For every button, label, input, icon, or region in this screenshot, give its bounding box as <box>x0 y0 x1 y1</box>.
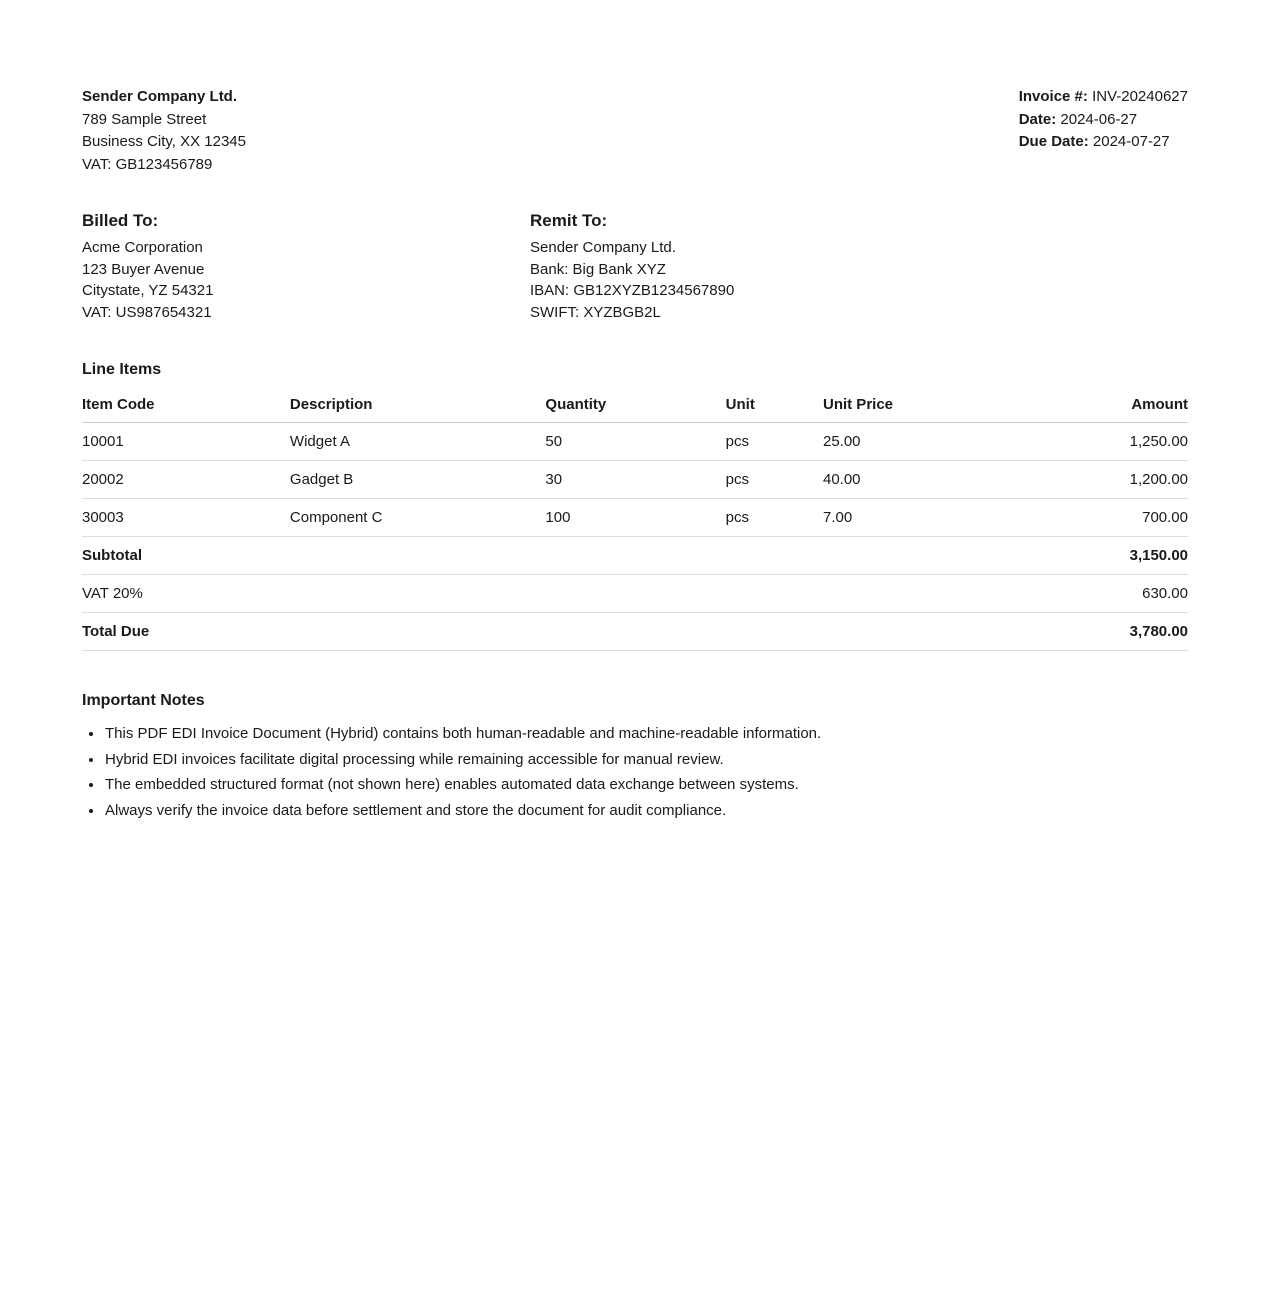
invoice-date-value: 2024-06-27 <box>1060 110 1138 128</box>
remit-to-swift: SWIFT: XYZBGB2L <box>530 303 661 321</box>
note-item: Always verify the invoice data before settlement and store the document for audit compliance. <box>82 798 1188 824</box>
billed-to-address-line1: 123 Buyer Avenue <box>82 260 205 278</box>
table-row <box>82 499 1188 537</box>
line-items-section <box>82 359 1188 651</box>
vat-row <box>82 575 1188 613</box>
cell-amount: 700.00 <box>1003 499 1188 537</box>
billed-to-block <box>82 209 530 323</box>
line-items-heading: Line Items <box>82 361 162 378</box>
invoice-date-line <box>1019 109 1188 132</box>
cell-item-code: 10001 <box>82 423 290 461</box>
invoice-date-label: Date: <box>1018 110 1057 128</box>
invoice-number-line <box>1019 86 1188 109</box>
remit-to-bank: Bank: Big Bank XYZ <box>530 260 666 278</box>
invoice-meta-block <box>1019 86 1188 154</box>
cell-description: Widget A <box>290 423 545 461</box>
notes-list <box>82 721 1188 823</box>
remit-to-iban: IBAN: GB12XYZB1234567890 <box>530 282 735 299</box>
vat-label: VAT 20% <box>82 575 1003 613</box>
column-header-unit-price: Unit Price <box>823 396 1003 423</box>
cell-unit: pcs <box>726 423 823 461</box>
cell-description: Component C <box>290 499 545 537</box>
invoice-number-label: Invoice #: <box>1018 88 1088 105</box>
cell-unit: pcs <box>726 499 823 537</box>
cell-quantity: 100 <box>545 499 725 537</box>
sender-address-line1: 789 Sample Street <box>82 110 207 128</box>
cell-item-code: 30003 <box>82 499 290 537</box>
subtotal-amount: 3,150.00 <box>1003 537 1188 575</box>
column-header-amount: Amount <box>1003 396 1188 423</box>
billed-to-name: Acme Corporation <box>82 239 203 256</box>
cell-unit-price: 40.00 <box>823 461 1003 499</box>
notes-heading: Important Notes <box>82 692 205 709</box>
subtotal-label: Subtotal <box>82 537 1003 575</box>
billed-to-vat: VAT: US987654321 <box>82 303 212 321</box>
sender-address-line2: Business City, XX 12345 <box>82 133 246 150</box>
note-item: The embedded structured format (not shown here) enables automated data exchange between systems. <box>82 772 1188 798</box>
table-header-row <box>82 396 1188 423</box>
sender-block <box>82 86 246 176</box>
parties-section <box>82 209 1188 323</box>
invoice-number-value: INV-20240627 <box>1092 88 1188 105</box>
notes-section <box>82 690 1188 823</box>
total-due-row <box>82 613 1188 651</box>
invoice-due-date-label: Due Date: <box>1018 133 1089 150</box>
total-due-label: Total Due <box>82 613 1003 651</box>
column-header-item-code: Item Code <box>82 396 290 423</box>
remit-to-block <box>530 209 734 323</box>
note-item: This PDF EDI Invoice Document (Hybrid) contains both human-readable and machine-readable information. <box>82 721 1188 747</box>
cell-quantity: 50 <box>545 423 725 461</box>
invoice-header <box>82 86 1188 176</box>
column-header-unit: Unit <box>726 396 823 423</box>
sender-name: Sender Company Ltd. <box>82 88 238 105</box>
remit-to-heading: Remit To: <box>530 211 608 230</box>
cell-amount: 1,250.00 <box>1003 423 1188 461</box>
table-row <box>82 423 1188 461</box>
table-row <box>82 461 1188 499</box>
cell-quantity: 30 <box>545 461 725 499</box>
billed-to-heading: Billed To: <box>82 211 159 230</box>
cell-description: Gadget B <box>290 461 545 499</box>
cell-unit-price: 7.00 <box>823 499 1003 537</box>
column-header-description: Description <box>290 396 545 423</box>
remit-to-name: Sender Company Ltd. <box>530 239 676 256</box>
total-due-amount: 3,780.00 <box>1003 613 1188 651</box>
cell-amount: 1,200.00 <box>1003 461 1188 499</box>
subtotal-row <box>82 537 1188 575</box>
billed-to-address-line2: Citystate, YZ 54321 <box>82 282 214 299</box>
invoice-due-date-value: 2024-07-27 <box>1092 133 1170 150</box>
vat-amount: 630.00 <box>1003 575 1188 613</box>
sender-vat: VAT: GB123456789 <box>82 155 213 173</box>
cell-unit: pcs <box>726 461 823 499</box>
note-item: Hybrid EDI invoices facilitate digital processing while remaining accessible for manual review. <box>82 747 1188 773</box>
line-items-table <box>82 396 1188 651</box>
cell-item-code: 20002 <box>82 461 290 499</box>
cell-unit-price: 25.00 <box>823 423 1003 461</box>
invoice-due-date-line <box>1019 131 1188 154</box>
column-header-quantity: Quantity <box>545 396 725 423</box>
